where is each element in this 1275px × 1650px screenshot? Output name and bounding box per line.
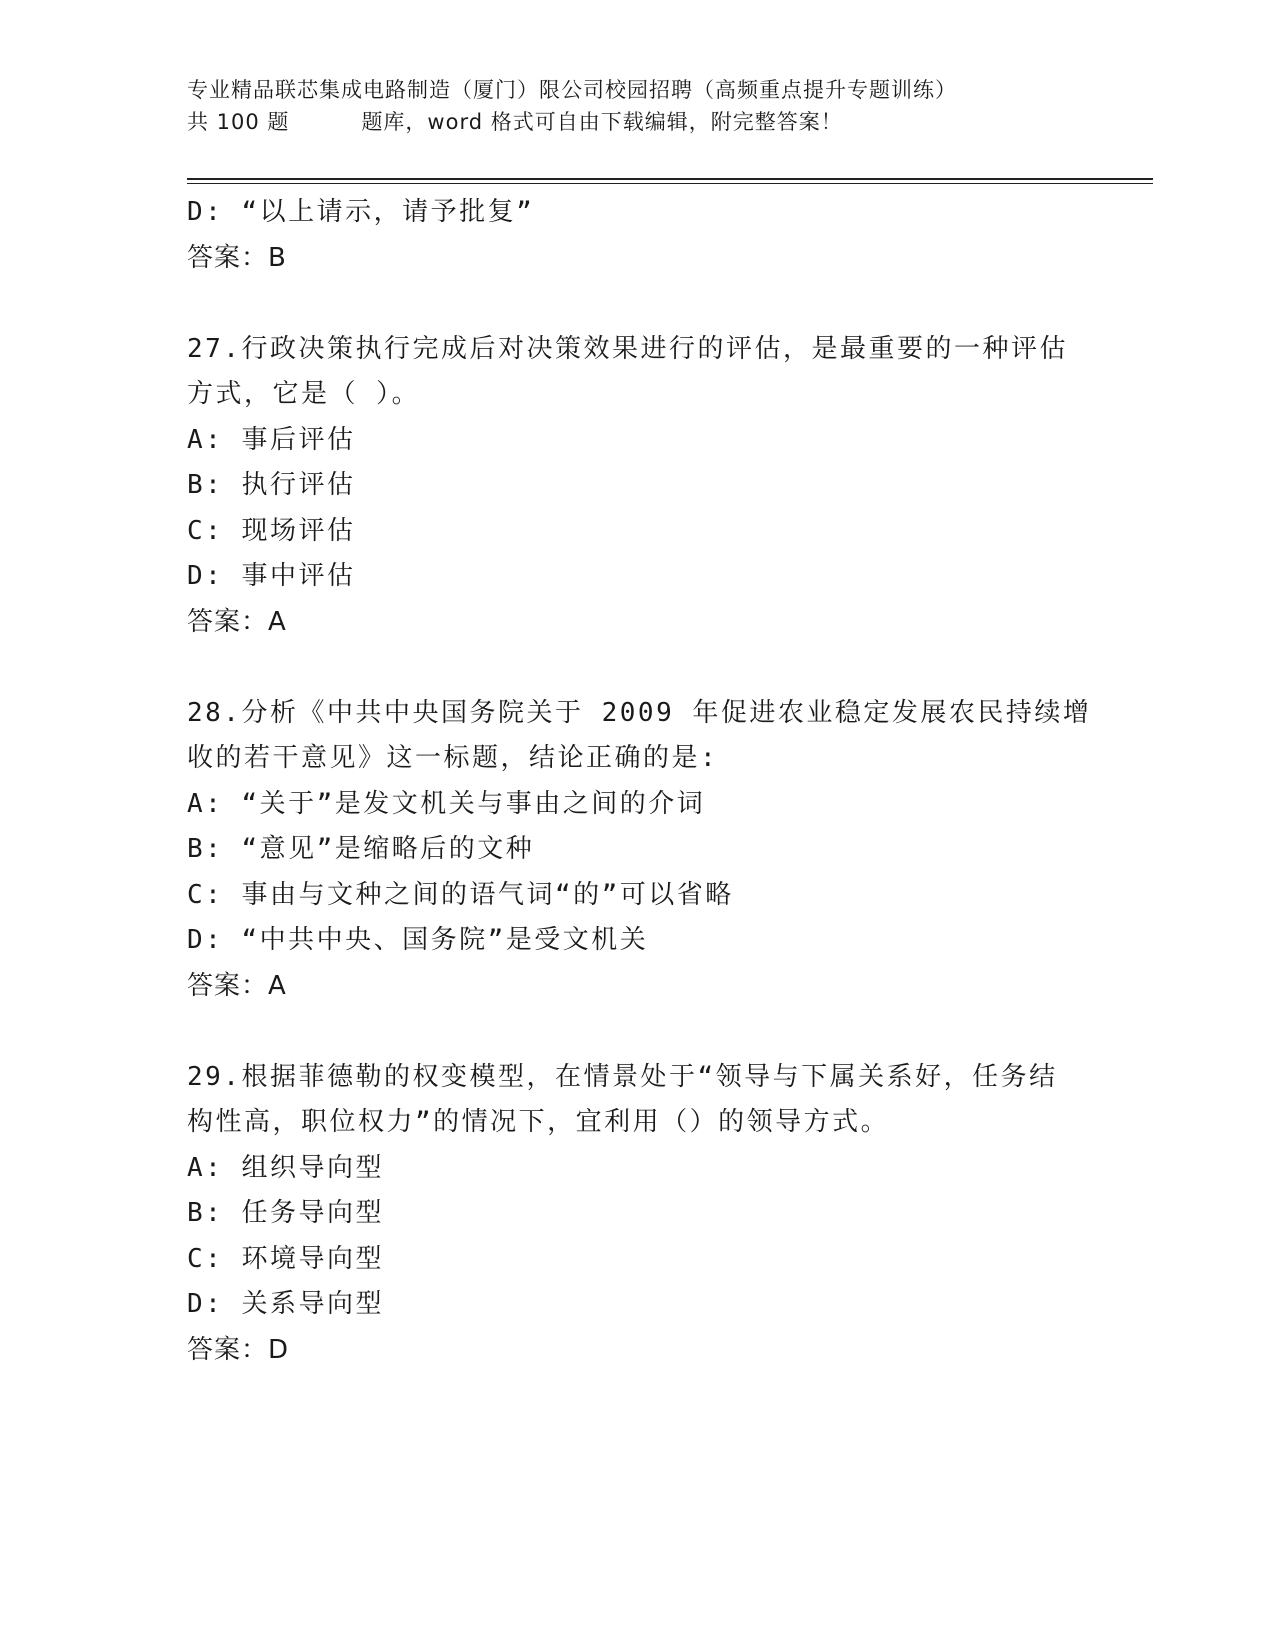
answer-line: 答案：A (187, 970, 287, 1001)
option-a: A: 组织导向型 (187, 1152, 384, 1183)
question-stem-line: 方式，它是（ ）。 (187, 379, 421, 409)
answer-line: 答案：B (187, 242, 287, 273)
option-c: C: 事由与文种之间的语气词“的”可以省略 (187, 879, 734, 910)
answer-line: 答案：A (187, 606, 287, 637)
option-d: D: “以上请示，请予批复” (187, 197, 535, 227)
question-stem-line: 28.分析《中共中央国务院关于 2009 年促进农业稳定发展农民持续增 (187, 697, 1092, 728)
answer-line: 答案：D (187, 1334, 290, 1365)
option-d: D: 事中评估 (187, 561, 356, 591)
previous-question-tail (187, 190, 1087, 281)
option-c: C: 环境导向型 (187, 1243, 384, 1274)
header-divider-thin (187, 183, 1153, 184)
option-c: C: 现场评估 (187, 515, 356, 546)
option-a: A: “关于”是发文机关与事由之间的介词 (187, 788, 706, 819)
question-29 (187, 1055, 1087, 1374)
option-d: D: 关系导向型 (187, 1289, 384, 1319)
page-header (187, 74, 1157, 138)
header-divider-thick (187, 178, 1153, 180)
option-b: B: “意见”是缩略后的文种 (187, 834, 535, 864)
question-stem-line: 构性高，职位权力”的情况下，宜利用（）的领导方式。 (187, 1107, 890, 1137)
question-stem-line: 29.根据菲德勒的权变模型，在情景处于“领导与下属关系好，任务结 (187, 1061, 1058, 1092)
header-question-count: 共 100 题 (187, 110, 290, 134)
question-stem-line: 27.行政决策执行完成后对决策效果进行的评估，是最重要的一种评估 (187, 333, 1068, 364)
option-b: B: 任务导向型 (187, 1198, 384, 1228)
question-27 (187, 327, 1087, 646)
option-b: B: 执行评估 (187, 470, 356, 500)
header-description: 题库，word 格式可自由下载编辑，附完整答案！ (361, 110, 843, 134)
header-subtitle (187, 106, 1157, 138)
question-stem-line: 收的若干意见》这一标题，结论正确的是: (187, 743, 719, 773)
header-title: 专业精品联芯集成电路制造（厦门）限公司校园招聘（高频重点提升专题训练） (187, 78, 957, 102)
question-28 (187, 691, 1092, 1010)
option-a: A: 事后评估 (187, 424, 356, 455)
question-list (187, 190, 1092, 1373)
option-d: D: “中共中央、国务院”是受文机关 (187, 925, 649, 955)
